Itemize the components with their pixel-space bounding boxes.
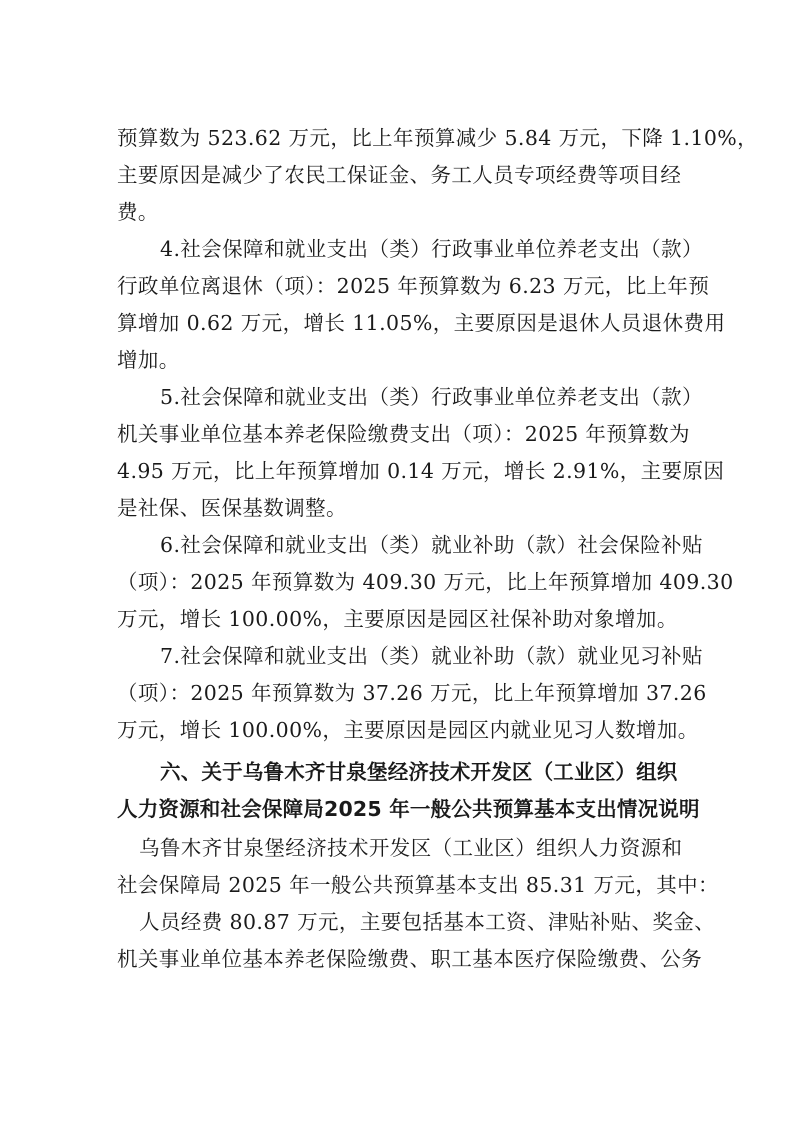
text: 人员经费 80.87 万元，主要包括基本工资、津贴补贴、奖金、 xyxy=(139,910,716,934)
body-text-line xyxy=(0,118,793,158)
text: 是社保、医保基数调整。 xyxy=(117,496,347,520)
text: 4.社会保障和就业支出（类）行政事业单位养老支出（款） xyxy=(160,237,703,261)
body-text-line xyxy=(0,451,793,491)
body-text-line xyxy=(0,939,793,979)
text: 7.社会保障和就业支出（类）就业补助（款）就业见习补贴 xyxy=(160,644,703,668)
text: 4.95 万元，比上年预算增加 0.14 万元，增长 2.91%，主要原因 xyxy=(117,459,725,483)
text: 增加。 xyxy=(117,348,180,372)
paragraph-4-line xyxy=(0,229,793,269)
text: 5.社会保障和就业支出（类）行政事业单位养老支出（款） xyxy=(160,385,703,409)
text: 6.社会保障和就业支出（类）就业补助（款）社会保险补贴 xyxy=(160,533,703,557)
paragraph-7-line xyxy=(0,636,793,676)
text: 主要原因是减少了农民工保证金、务工人员专项经费等项目经 xyxy=(117,163,682,187)
body-text-line xyxy=(0,192,793,232)
text: 乌鲁木齐甘泉堡经济技术开发区（工业区）组织人力资源和 xyxy=(139,836,683,860)
text: 机关事业单位基本养老保险缴费、职工基本医疗保险缴费、公务 xyxy=(117,947,703,971)
body-text-line xyxy=(0,599,793,639)
body-text-line xyxy=(0,155,793,195)
body-text-line xyxy=(0,673,793,713)
text: 万元，增长 100.00%，主要原因是园区内就业见习人数增加。 xyxy=(117,718,699,742)
body-text-line xyxy=(0,865,793,905)
text: （项）：2025 年预算数为 37.26 万元，比上年预算增加 37.26 xyxy=(117,681,707,705)
section-heading: 六、关于乌鲁木齐甘泉堡经济技术开发区（工业区）组织 xyxy=(160,760,678,784)
body-text-line xyxy=(0,303,793,343)
body-text-line xyxy=(0,710,793,750)
text: 社会保障局 2025 年一般公共预算基本支出 85.31 万元，其中： xyxy=(117,873,719,897)
section-heading-line xyxy=(0,752,793,792)
text: （项）：2025 年预算数为 409.30 万元，比上年预算增加 409.30 xyxy=(117,570,734,594)
text: 预算数为 523.62 万元，比上年预算减少 5.84 万元，下降 1.10%， xyxy=(117,126,759,150)
body-text-line xyxy=(0,828,793,868)
body-text-line xyxy=(0,340,793,380)
body-text-line xyxy=(0,488,793,528)
text: 万元，增长 100.00%，主要原因是园区社保补助对象增加。 xyxy=(117,607,678,631)
paragraph-6-line xyxy=(0,525,793,565)
section-heading-line xyxy=(0,789,793,829)
text: 算增加 0.62 万元，增长 11.05%，主要原因是退休人员退休费用 xyxy=(117,311,726,335)
section-heading: 人力资源和社会保障局2025 年一般公共预算基本支出情况说明 xyxy=(117,797,700,821)
body-text-line xyxy=(0,902,793,942)
text: 行政单位离退休（项）：2025 年预算数为 6.23 万元，比上年预 xyxy=(117,274,710,298)
text: 费。 xyxy=(117,200,159,224)
body-text-line xyxy=(0,414,793,454)
body-text-line xyxy=(0,562,793,602)
paragraph-5-line xyxy=(0,377,793,417)
body-text-line xyxy=(0,266,793,306)
text: 机关事业单位基本养老保险缴费支出（项）：2025 年预算数为 xyxy=(117,422,690,446)
